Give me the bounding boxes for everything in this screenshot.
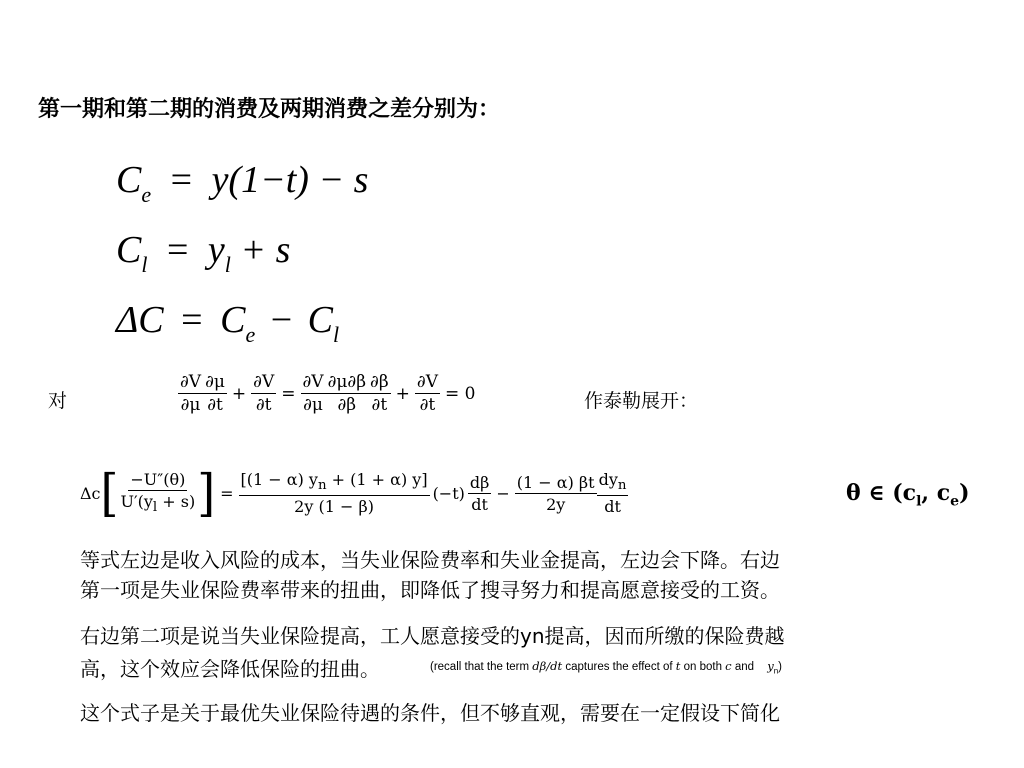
cond-dyn-dt: $\frac{dy_n}{dt}$ — [598, 470, 627, 516]
eq2-rhs-y-sub: l — [224, 252, 231, 277]
eq3-rhs-a-sub: e — [245, 322, 256, 347]
eq1-lhs: C — [116, 159, 142, 201]
frac-dv-dt-2: $\frac{\partial V}{\partial t}$ — [416, 372, 438, 415]
frac-dv-dt: $\frac{\partial V}{\partial t}$ — [253, 372, 275, 415]
eq3-rhs-b-sub: l — [333, 322, 340, 347]
cond-term2-frac: $\frac{(1 - \alpha) \beta t}{2y}$ — [516, 472, 595, 514]
taylor-suffix: 作泰勒展开： — [584, 390, 699, 412]
paragraph-1-line-2: 第一项是失业保险费率带来的扭曲，即降低了搜寻努力和提高愿意接受的工资。 — [80, 578, 780, 602]
cond-dbeta-dt: $\frac{d\beta}{dt}$ — [469, 472, 490, 514]
eq2-rhs-tail: + s — [240, 229, 291, 271]
paragraph-2-line-2: 高，这个效应会降低保险的扭曲。 — [80, 656, 380, 681]
cond-lhs-prefix: Δc — [80, 483, 101, 503]
eq1-lhs-sub: e — [141, 182, 152, 207]
equation-ce: $C_e = y(1-t) - s$ — [116, 159, 369, 207]
paragraph-1 — [80, 545, 780, 605]
taylor-equation: $\frac{\partial V}{\partial\mu}$ $\frac{\partial\mu}{\partial t}$ + $\frac{\partial V}{\partial t}$ = $\frac{\partial V}{\partial\mu}$ $\frac{\partial\mu\partial\beta}{\partial\beta}$ $\frac{\partial\beta}{\partial t}$ + $\frac{\partial V}{\partial t}$ = 0 — [180, 372, 476, 415]
paragraph-2 — [80, 621, 785, 686]
paragraph-1-line-1: 等式左边是收入风险的成本，当失业保险费率和失业金提高，左边会下降。右边 — [80, 548, 780, 572]
eq3-minus: − — [270, 299, 293, 341]
eq1-rhs: y(1−t) − s — [211, 159, 369, 201]
eq3-rhs-b: C — [307, 299, 334, 341]
frac-dv-dmu-2: $\frac{\partial V}{\partial\mu}$ — [302, 372, 324, 415]
frac-dmu-dt: $\frac{\partial\mu}{\partial t}$ — [205, 372, 225, 415]
paragraph-3: 这个式子是关于最优失业保险待遇的条件，但不够直观，需要在一定假设下简化 — [80, 701, 780, 725]
taylor-prefix: 对 — [48, 390, 68, 412]
equation-cl: $C_l = y_l + s$ — [116, 229, 291, 277]
frac-dbeta-dt: $\frac{\partial\beta}{\partial t}$ — [370, 372, 389, 415]
eq2-lhs-sub: l — [141, 252, 148, 277]
condition-equation: Δc [ $\frac{-U''(\theta)}{U'(y_l + s)}$ ] = $\frac{[(1 - \alpha) y_n + (1 + \alpha) y]}{2y (1 - \beta)}$ (−t) $\frac{d\beta}{dt}$ − $\frac{(1 - \alpha) \beta t}{2y}$ $\frac{dy_n}{dt}$ — [80, 463, 627, 523]
eq3-rhs-a: C — [220, 299, 246, 341]
cond-term1-frac: $\frac{[(1 - \alpha) y_n + (1 + \alpha) y]}{2y (1 - \beta)}$ — [240, 470, 428, 516]
eq3-lhs: ΔC — [116, 299, 164, 341]
cond-lhs-frac: $\frac{-U''(\theta)}{U'(y_l + s)}$ — [120, 470, 196, 516]
slide-heading: 第一期和第二期的消费及两期消费之差分别为： — [38, 97, 501, 122]
theta-set: θ ∈ ($c_l$, $c_e$) — [846, 480, 970, 510]
equation-delta-c: $\Delta C = C_e - C_l$ — [116, 299, 340, 347]
recall-note: (recall that the term dβ/dt captures the effect of t on both c and $y_n$) — [430, 659, 783, 676]
paragraph-2-line-1: 右边第二项是说当失业保险提高，工人愿意接受的yn提高，因而所缴的保险费越 — [80, 624, 785, 648]
frac-dv-dmu: $\frac{\partial V}{\partial\mu}$ — [180, 372, 202, 415]
frac-dmu-dbeta: $\frac{\partial\mu\partial\beta}{\partial\beta}$ — [327, 372, 367, 415]
eq2-lhs: C — [116, 229, 142, 271]
eq2-rhs-y: y — [207, 229, 225, 271]
